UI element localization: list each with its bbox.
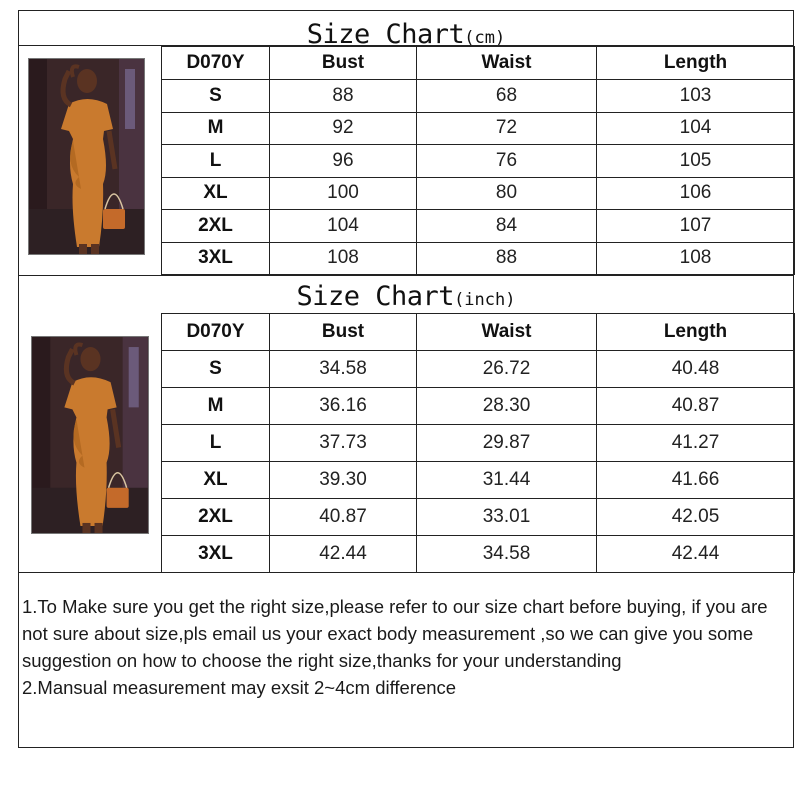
divider <box>19 275 793 276</box>
table-row <box>162 145 795 178</box>
waist-cell: 33.01 <box>417 499 597 536</box>
waist-cell: 84 <box>417 210 597 243</box>
length-cell: 42.44 <box>597 536 795 573</box>
waist-cell: 29.87 <box>417 425 597 462</box>
note-2: 2.Mansual measurement may exsit 2~4cm difference <box>22 677 457 698</box>
size-table-inch <box>161 313 795 573</box>
size-cell: 3XL <box>162 536 270 573</box>
chart-title-unit: (inch) <box>454 290 516 310</box>
bust-cell: 37.73 <box>270 425 417 462</box>
bust-cell: 104 <box>270 210 417 243</box>
table-header-row <box>162 314 795 351</box>
size-cell: 2XL <box>162 210 270 243</box>
product-photo <box>28 58 145 255</box>
table-row <box>162 388 795 425</box>
table-row <box>162 351 795 388</box>
length-cell: 106 <box>597 177 795 210</box>
size-cell: M <box>162 388 270 425</box>
table-row <box>162 536 795 573</box>
length-cell: 103 <box>597 80 795 113</box>
header-cell-length: Length <box>597 47 795 80</box>
waist-cell: 26.72 <box>417 351 597 388</box>
length-cell: 41.66 <box>597 462 795 499</box>
table-row <box>162 210 795 243</box>
size-cell: 3XL <box>162 242 270 275</box>
chart-title-unit: (cm) <box>464 28 506 48</box>
length-cell: 107 <box>597 210 795 243</box>
length-cell: 104 <box>597 112 795 145</box>
header-cell-model: D070Y <box>162 314 270 351</box>
size-cell: S <box>162 80 270 113</box>
bust-cell: 36.16 <box>270 388 417 425</box>
waist-cell: 28.30 <box>417 388 597 425</box>
size-cell: XL <box>162 177 270 210</box>
bust-cell: 88 <box>270 80 417 113</box>
table-row <box>162 112 795 145</box>
model-in-orange-dress-image <box>29 59 144 254</box>
length-cell: 105 <box>597 145 795 178</box>
table-row <box>162 177 795 210</box>
waist-cell: 76 <box>417 145 597 178</box>
waist-cell: 68 <box>417 80 597 113</box>
waist-cell: 34.58 <box>417 536 597 573</box>
size-notes <box>22 593 794 701</box>
length-cell: 108 <box>597 242 795 275</box>
chart-title-inch <box>19 281 793 312</box>
bust-cell: 42.44 <box>270 536 417 573</box>
header-cell-length: Length <box>597 314 795 351</box>
header-cell-bust: Bust <box>270 314 417 351</box>
table-row <box>162 242 795 275</box>
length-cell: 41.27 <box>597 425 795 462</box>
bust-cell: 34.58 <box>270 351 417 388</box>
table-row <box>162 425 795 462</box>
size-cell: L <box>162 425 270 462</box>
size-cell: S <box>162 351 270 388</box>
waist-cell: 72 <box>417 112 597 145</box>
table-row <box>162 80 795 113</box>
header-cell-waist: Waist <box>417 47 597 80</box>
waist-cell: 88 <box>417 242 597 275</box>
product-photo <box>31 336 149 534</box>
bust-cell: 92 <box>270 112 417 145</box>
length-cell: 40.48 <box>597 351 795 388</box>
header-cell-model: D070Y <box>162 47 270 80</box>
chart-title-text: Size Chart <box>296 281 455 312</box>
header-cell-waist: Waist <box>417 314 597 351</box>
divider <box>19 572 793 573</box>
note-1: 1.To Make sure you get the right size,please refer to our size chart before buying, if you are not sure about size,pls email us your exact body measurement ,so we can give you some suggestion on how to choose the right size,thanks for your understanding <box>22 596 768 671</box>
length-cell: 42.05 <box>597 499 795 536</box>
size-cell: L <box>162 145 270 178</box>
waist-cell: 80 <box>417 177 597 210</box>
chart-title-text: Size Chart <box>306 19 465 50</box>
bust-cell: 100 <box>270 177 417 210</box>
size-table-cm <box>161 46 795 275</box>
size-cell: M <box>162 112 270 145</box>
table-row <box>162 462 795 499</box>
size-cell: XL <box>162 462 270 499</box>
bust-cell: 39.30 <box>270 462 417 499</box>
length-cell: 40.87 <box>597 388 795 425</box>
size-cell: 2XL <box>162 499 270 536</box>
bust-cell: 96 <box>270 145 417 178</box>
bust-cell: 108 <box>270 242 417 275</box>
table-header-row <box>162 47 795 80</box>
header-cell-bust: Bust <box>270 47 417 80</box>
bust-cell: 40.87 <box>270 499 417 536</box>
model-in-orange-dress-image <box>32 337 148 533</box>
table-row <box>162 499 795 536</box>
waist-cell: 31.44 <box>417 462 597 499</box>
